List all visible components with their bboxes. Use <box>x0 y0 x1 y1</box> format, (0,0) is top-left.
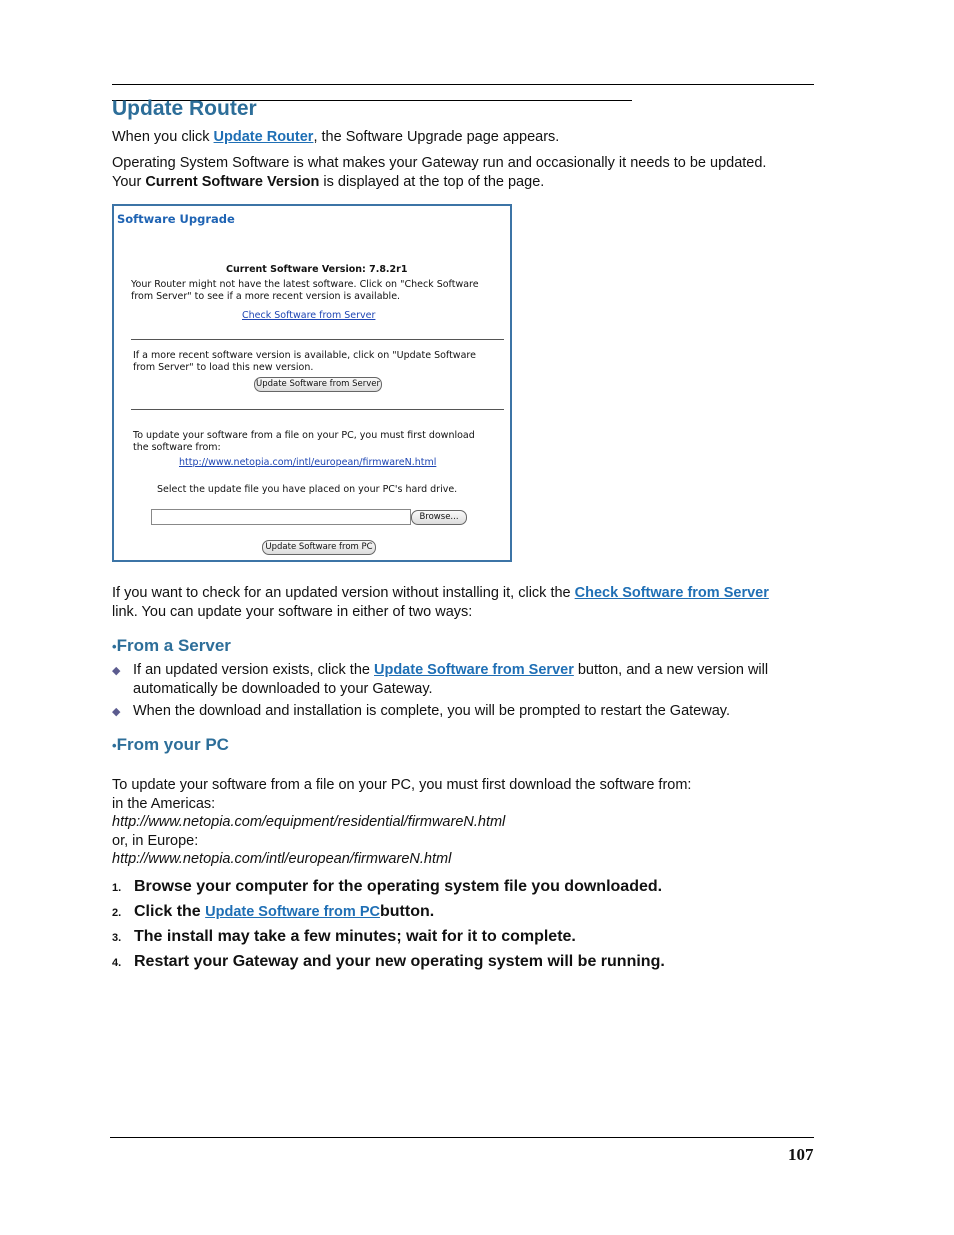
check-software-link[interactable]: Check Software from Server <box>242 310 376 321</box>
firmware-link[interactable]: http://www.netopia.com/intl/european/firmwareN.html <box>179 457 437 468</box>
update-software-from-server-link[interactable]: Update Software from Server <box>374 662 574 678</box>
page-number: 107 <box>788 1145 814 1164</box>
diamond-bullet-icon: ◆ <box>112 706 121 718</box>
intro-paragraph: When you click Update Router, the Software Upgrade page appears. <box>112 129 560 145</box>
footer-rule <box>110 1137 814 1138</box>
steps-list <box>112 878 812 978</box>
update-from-pc-button[interactable]: Update Software from PC <box>262 540 376 555</box>
file-path-input[interactable] <box>151 509 411 525</box>
page-title: Update Router <box>112 97 257 120</box>
from-pc-paragraph: To update your software from a file on your PC, you must first download the software from: in the Americas: http://www.netopia.com/equipment/residential/firmwareN.html or, in Europe: http://www.netopia.com/intl/european/firmwareN.html <box>112 777 692 867</box>
from-server-heading: •From a Server <box>112 636 231 655</box>
heading-bullet: • <box>112 738 117 753</box>
panel-divider <box>131 339 504 340</box>
panel-recent-text: If a more recent software version is available, click on "Update Software from Server" to load this new version. <box>133 350 476 373</box>
current-version: Current Software Version: 7.8.2r1 <box>226 264 408 275</box>
update-from-server-button[interactable]: Update Software from Server <box>254 377 382 392</box>
check-software-from-server-link[interactable]: Check Software from Server <box>574 585 769 601</box>
server-bullet-1: If an updated version exists, click the Update Software from Server button, and a new version will automatically be downloaded to your Gateway. <box>133 662 769 697</box>
panel-pc-text: To update your software from a file on your PC, you must first download the software from: <box>133 430 475 453</box>
heading-bullet: • <box>112 639 117 654</box>
step-item: 4. Restart your Gateway and your new operating system will be running. <box>112 953 665 970</box>
update-software-from-pc-link[interactable]: Update Software from PC <box>205 904 380 920</box>
americas-url: http://www.netopia.com/equipment/residential/firmwareN.html <box>112 814 506 830</box>
top-rule <box>112 84 814 85</box>
software-paragraph: Operating System Software is what makes your Gateway run and occasionally it needs to be updated. Your Current Software Version is displayed at the top of the page. <box>112 155 767 190</box>
update-router-link[interactable]: Update Router <box>213 129 314 145</box>
europe-url: http://www.netopia.com/intl/european/firmwareN.html <box>112 851 452 867</box>
check-paragraph: If you want to check for an updated version without installing it, click the Check Software from Server link. You can update your software in either of two ways: <box>112 585 769 620</box>
panel-divider <box>131 409 504 410</box>
select-file-text: Select the update file you have placed on your PC's hard drive. <box>157 484 458 495</box>
panel-title: Software Upgrade <box>117 212 235 226</box>
browse-button[interactable]: Browse... <box>411 510 467 525</box>
software-upgrade-screenshot <box>112 204 512 562</box>
step-item: 3. The install may take a few minutes; wait for it to complete. <box>112 928 576 945</box>
step-item: 1. Browse your computer for the operating system file you downloaded. <box>112 878 663 895</box>
panel-notice: Your Router might not have the latest software. Click on "Check Software from Server" to see if a more recent version is available. <box>131 279 479 302</box>
server-bullet-2: When the download and installation is complete, you will be prompted to restart the Gateway. <box>133 703 730 719</box>
from-pc-heading: •From your PC <box>112 735 229 754</box>
diamond-bullet-icon: ◆ <box>112 665 121 677</box>
step-item: 2. Click the Update Software from PC button. <box>112 903 435 920</box>
